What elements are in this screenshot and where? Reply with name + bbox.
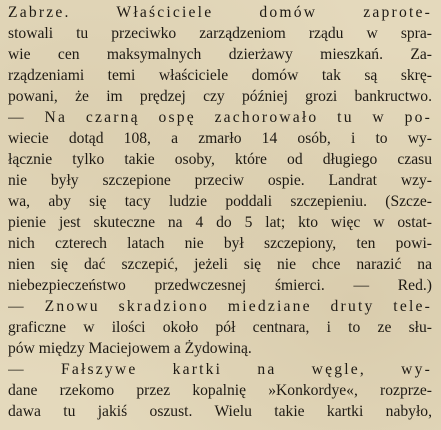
text-line-3: wie cen maksymalnych dzierżawy mieszkań. Za-: [8, 46, 432, 63]
text-line-7: wiecie dotąd 108, a zmarło 14 osób, i to wy-: [8, 130, 432, 147]
text-line-1: [8, 2, 432, 23]
text-line-19: dane rzekomo przez kopalnię »Konkordye«, rozprze-: [8, 382, 432, 399]
text-line-10: wa, aby się tacy ludzie poddali szczepieniu. (Szcze-: [8, 193, 432, 210]
text-line-15: [8, 296, 432, 317]
heading-znowu: — Znowu skradziono miedziane druty tele-: [8, 298, 432, 315]
text-line-18: [8, 359, 432, 380]
text-line-4: rządzeniami temi właściciele domów tak są skrę-: [8, 67, 432, 84]
text-line-14: niebezpieczeństwo przedwczesnej śmierci. — Red.): [8, 277, 432, 294]
heading-falszywe-kartki: — Fałszywe kartki na węgle, wy-: [8, 361, 432, 378]
heading-czarna-ospa: — Na czarną ospę zachorowało tu w po-: [8, 109, 432, 126]
text-line-13: nien się dać szczepić, jeżeli się nie chce narazić na: [8, 256, 432, 273]
text-line-9: nie były szczepione przeciw ospie. Landrat wzy-: [8, 172, 432, 189]
text-line-16: graficzne w ilości około pół centnara, i to ze słu-: [8, 319, 432, 336]
text-line-20: dawa tu jakiś oszust. Wielu takie kartki nabyło,: [8, 403, 432, 420]
place-name-zabrze: Zabrze. Właściciele domów zaprote-: [8, 4, 432, 21]
text-line-11: pienie jest skuteczne na 4 do 5 lat; kto więc w ostat-: [8, 214, 432, 231]
text-line-12: nich czterech latach nie był szczepiony, ten powi-: [8, 235, 432, 252]
text-line-6: [8, 107, 432, 128]
text-line-17: pów między Maciejowem a Żydowiną.: [8, 340, 252, 357]
text-line-8: łącznie tylko takie osoby, które od długiego czasu: [8, 151, 432, 168]
text-line-2: stowali tu przeciwko zarządzeniom rządu w spra-: [8, 25, 432, 42]
text-line-5: powani, że im prędzej czy później grozi bankructwo.: [8, 88, 432, 105]
